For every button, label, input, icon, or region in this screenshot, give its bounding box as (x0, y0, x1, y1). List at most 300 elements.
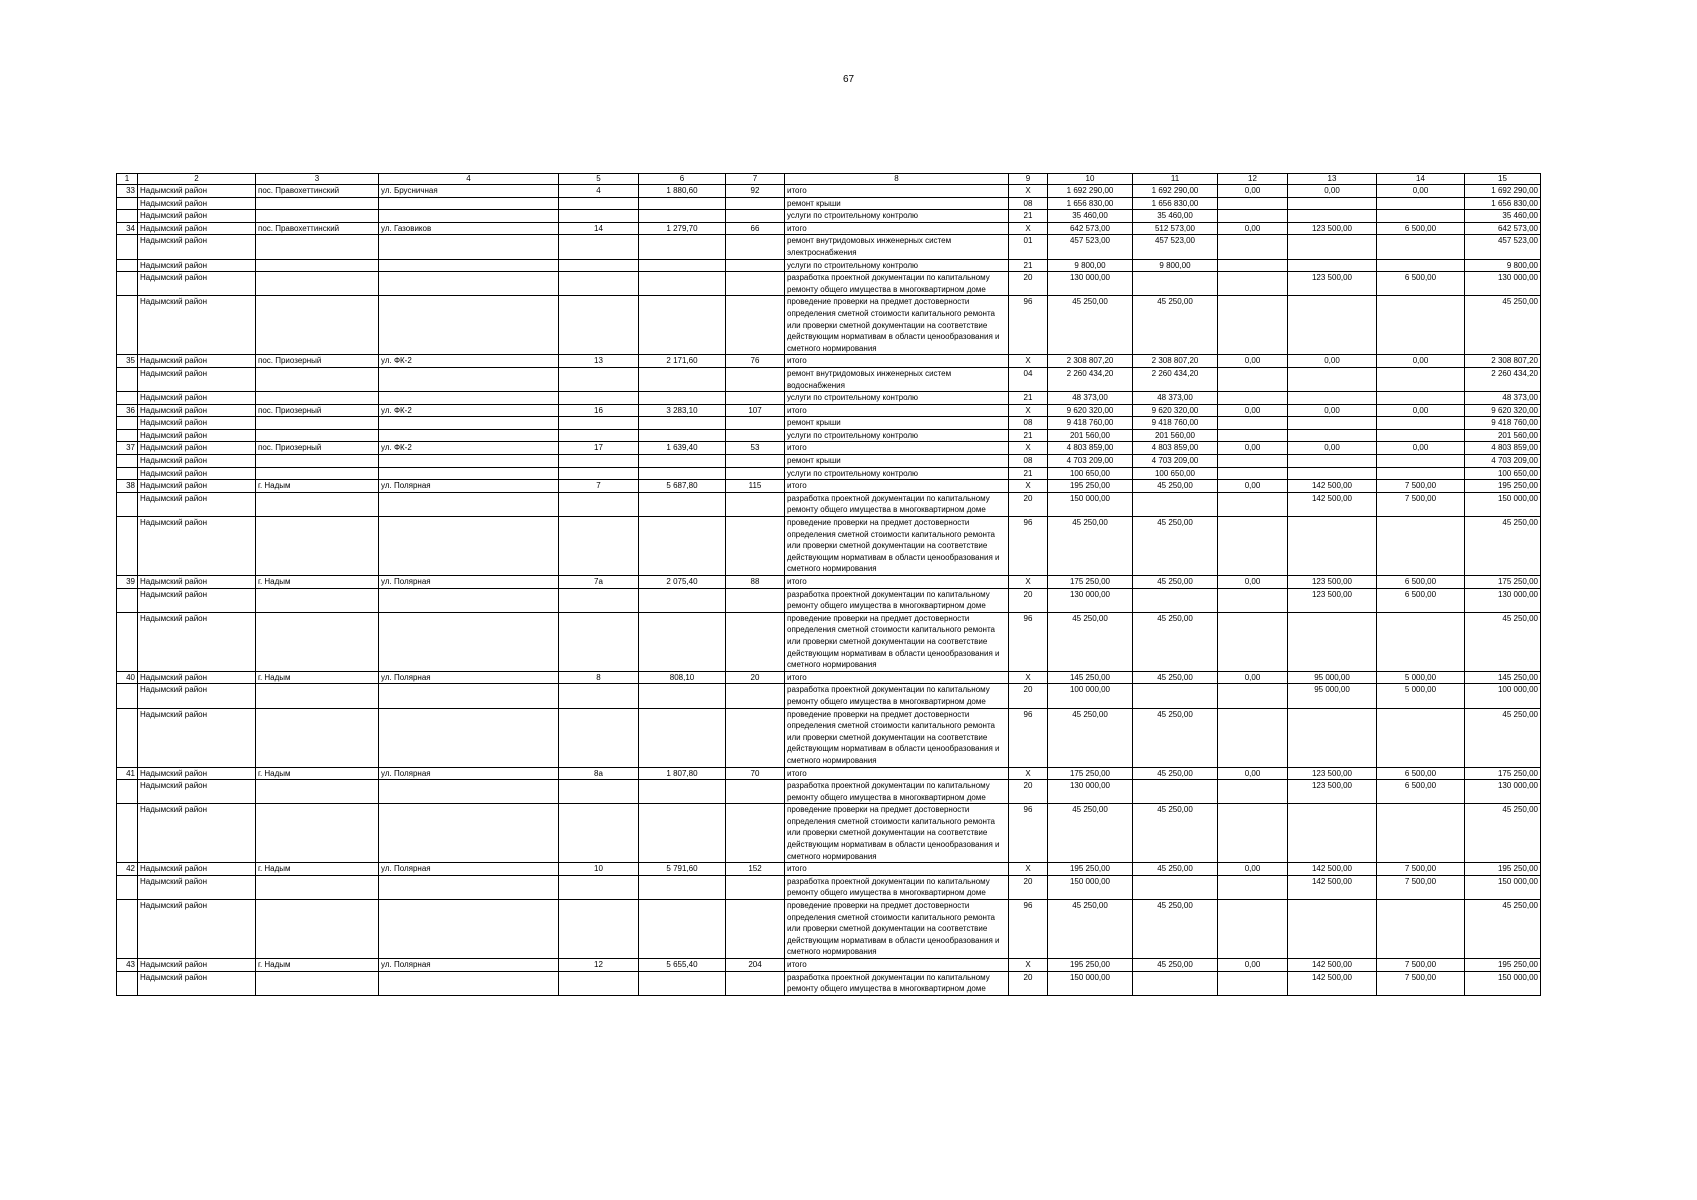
area-cell (639, 417, 726, 430)
settlement-cell (256, 612, 379, 671)
total-sum-cell: 4 703 209,00 (1465, 455, 1541, 468)
row-number-cell (117, 900, 138, 959)
column-header: 2 (138, 174, 256, 185)
settlement-cell: г. Надым (256, 576, 379, 589)
fund-cost-cell (1133, 492, 1218, 516)
settlement-cell (256, 296, 379, 355)
house-number-cell (559, 197, 639, 210)
table-row (117, 780, 1541, 804)
table-row (117, 875, 1541, 899)
district-cell: Надымский район (138, 404, 256, 417)
total-sum-cell: 45 250,00 (1465, 296, 1541, 355)
municipal-cost-cell: 142 500,00 (1288, 875, 1377, 899)
residents-cell (726, 197, 785, 210)
total-cost-cell: 100 650,00 (1048, 467, 1133, 480)
budget-cost-cell (1218, 804, 1288, 863)
owners-cost-cell: 7 500,00 (1377, 492, 1465, 516)
settlement-cell (256, 455, 379, 468)
area-cell (639, 708, 726, 767)
work-type-cell: итого (785, 576, 1009, 589)
area-cell: 1 880,60 (639, 185, 726, 198)
budget-cost-cell (1218, 708, 1288, 767)
table-row (117, 367, 1541, 391)
fund-cost-cell: 457 523,00 (1133, 235, 1218, 259)
municipal-cost-cell: 142 500,00 (1288, 480, 1377, 493)
work-code-cell: 20 (1009, 492, 1048, 516)
total-cost-cell: 175 250,00 (1048, 767, 1133, 780)
area-cell (639, 296, 726, 355)
table-row (117, 480, 1541, 493)
work-type-cell: услуги по строительному контролю (785, 467, 1009, 480)
district-cell: Надымский район (138, 392, 256, 405)
work-code-cell: 08 (1009, 417, 1048, 430)
work-code-cell: X (1009, 222, 1048, 235)
house-number-cell: 14 (559, 222, 639, 235)
municipal-cost-cell (1288, 417, 1377, 430)
owners-cost-cell (1377, 296, 1465, 355)
area-cell: 1 807,80 (639, 767, 726, 780)
work-type-cell: итого (785, 442, 1009, 455)
total-cost-cell: 45 250,00 (1048, 296, 1133, 355)
row-number-cell (117, 517, 138, 576)
table-row (117, 272, 1541, 296)
municipal-cost-cell: 142 500,00 (1288, 959, 1377, 972)
owners-cost-cell: 5 000,00 (1377, 671, 1465, 684)
fund-cost-cell: 2 260 434,20 (1133, 367, 1218, 391)
fund-cost-cell: 1 692 290,00 (1133, 185, 1218, 198)
residents-cell (726, 392, 785, 405)
district-cell: Надымский район (138, 863, 256, 876)
fund-cost-cell: 45 250,00 (1133, 671, 1218, 684)
budget-cost-cell (1218, 612, 1288, 671)
settlement-cell (256, 235, 379, 259)
budget-cost-cell (1218, 780, 1288, 804)
settlement-cell (256, 272, 379, 296)
column-header: 3 (256, 174, 379, 185)
total-cost-cell: 45 250,00 (1048, 804, 1133, 863)
street-cell (379, 684, 559, 708)
area-cell (639, 588, 726, 612)
work-code-cell: 20 (1009, 684, 1048, 708)
total-sum-cell: 1 692 290,00 (1465, 185, 1541, 198)
house-number-cell (559, 417, 639, 430)
area-cell: 5 791,60 (639, 863, 726, 876)
district-cell: Надымский район (138, 492, 256, 516)
settlement-cell (256, 197, 379, 210)
total-cost-cell: 48 373,00 (1048, 392, 1133, 405)
table-row (117, 235, 1541, 259)
total-cost-cell: 201 560,00 (1048, 429, 1133, 442)
street-cell (379, 875, 559, 899)
total-sum-cell: 130 000,00 (1465, 588, 1541, 612)
owners-cost-cell (1377, 392, 1465, 405)
street-cell: ул. Полярная (379, 767, 559, 780)
row-number-cell (117, 804, 138, 863)
district-cell: Надымский район (138, 612, 256, 671)
street-cell (379, 272, 559, 296)
area-cell: 1 279,70 (639, 222, 726, 235)
street-cell: ул. ФК-2 (379, 355, 559, 368)
house-number-cell (559, 367, 639, 391)
work-type-cell: итого (785, 671, 1009, 684)
work-code-cell: 96 (1009, 708, 1048, 767)
row-number-cell (117, 367, 138, 391)
district-cell: Надымский район (138, 804, 256, 863)
street-cell (379, 392, 559, 405)
work-type-cell: итого (785, 185, 1009, 198)
municipal-cost-cell (1288, 296, 1377, 355)
municipal-cost-cell: 95 000,00 (1288, 684, 1377, 708)
street-cell (379, 517, 559, 576)
owners-cost-cell: 6 500,00 (1377, 780, 1465, 804)
fund-cost-cell (1133, 971, 1218, 995)
work-code-cell: 20 (1009, 875, 1048, 899)
page-number: 67 (842, 74, 855, 85)
district-cell: Надымский район (138, 259, 256, 272)
row-number-cell (117, 492, 138, 516)
street-cell (379, 210, 559, 223)
fund-cost-cell: 45 250,00 (1133, 804, 1218, 863)
row-number-cell (117, 588, 138, 612)
fund-cost-cell: 4 803 859,00 (1133, 442, 1218, 455)
owners-cost-cell: 7 500,00 (1377, 959, 1465, 972)
residents-cell (726, 900, 785, 959)
area-cell (639, 367, 726, 391)
residents-cell (726, 780, 785, 804)
street-cell (379, 259, 559, 272)
house-number-cell (559, 467, 639, 480)
municipal-cost-cell: 123 500,00 (1288, 222, 1377, 235)
fund-cost-cell: 1 656 830,00 (1133, 197, 1218, 210)
table-row (117, 455, 1541, 468)
budget-cost-cell: 0,00 (1218, 185, 1288, 198)
municipal-cost-cell: 142 500,00 (1288, 971, 1377, 995)
work-type-cell: разработка проектной документации по капитальному ремонту общего имущества в многоквартирном доме (785, 780, 1009, 804)
fund-cost-cell: 100 650,00 (1133, 467, 1218, 480)
area-cell (639, 467, 726, 480)
budget-cost-cell (1218, 517, 1288, 576)
fund-cost-cell (1133, 588, 1218, 612)
district-cell: Надымский район (138, 467, 256, 480)
district-cell: Надымский район (138, 959, 256, 972)
fund-cost-cell (1133, 684, 1218, 708)
table-row (117, 417, 1541, 430)
total-cost-cell: 195 250,00 (1048, 959, 1133, 972)
owners-cost-cell (1377, 210, 1465, 223)
fund-cost-cell: 45 250,00 (1133, 767, 1218, 780)
total-sum-cell: 195 250,00 (1465, 480, 1541, 493)
house-number-cell (559, 210, 639, 223)
budget-cost-cell (1218, 429, 1288, 442)
work-type-cell: услуги по строительному контролю (785, 392, 1009, 405)
work-code-cell: 04 (1009, 367, 1048, 391)
table-row (117, 492, 1541, 516)
total-cost-cell: 35 460,00 (1048, 210, 1133, 223)
area-cell (639, 517, 726, 576)
fund-cost-cell: 45 250,00 (1133, 863, 1218, 876)
row-number-cell (117, 708, 138, 767)
owners-cost-cell: 0,00 (1377, 185, 1465, 198)
owners-cost-cell (1377, 259, 1465, 272)
budget-cost-cell (1218, 900, 1288, 959)
row-number-cell: 35 (117, 355, 138, 368)
house-number-cell (559, 259, 639, 272)
column-header: 7 (726, 174, 785, 185)
total-cost-cell: 45 250,00 (1048, 517, 1133, 576)
street-cell: ул. Полярная (379, 576, 559, 589)
area-cell: 2 171,60 (639, 355, 726, 368)
total-cost-cell: 1 656 830,00 (1048, 197, 1133, 210)
municipal-cost-cell: 142 500,00 (1288, 863, 1377, 876)
house-number-cell (559, 272, 639, 296)
residents-cell (726, 272, 785, 296)
residents-cell (726, 367, 785, 391)
total-cost-cell: 195 250,00 (1048, 863, 1133, 876)
work-code-cell: 20 (1009, 588, 1048, 612)
owners-cost-cell: 6 500,00 (1377, 588, 1465, 612)
work-code-cell: 21 (1009, 467, 1048, 480)
settlement-cell: г. Надым (256, 671, 379, 684)
house-number-cell: 8 (559, 671, 639, 684)
residents-cell: 115 (726, 480, 785, 493)
work-code-cell: X (1009, 185, 1048, 198)
row-number-cell (117, 684, 138, 708)
residents-cell: 76 (726, 355, 785, 368)
table-row (117, 222, 1541, 235)
district-cell: Надымский район (138, 588, 256, 612)
fund-cost-cell: 512 573,00 (1133, 222, 1218, 235)
street-cell (379, 588, 559, 612)
municipal-cost-cell: 123 500,00 (1288, 780, 1377, 804)
work-type-cell: ремонт крыши (785, 197, 1009, 210)
house-number-cell: 4 (559, 185, 639, 198)
residents-cell (726, 210, 785, 223)
area-cell (639, 804, 726, 863)
street-cell (379, 780, 559, 804)
total-sum-cell: 150 000,00 (1465, 971, 1541, 995)
fund-cost-cell (1133, 780, 1218, 804)
district-cell: Надымский район (138, 272, 256, 296)
house-number-cell: 13 (559, 355, 639, 368)
house-number-cell (559, 517, 639, 576)
total-sum-cell: 195 250,00 (1465, 959, 1541, 972)
area-cell (639, 455, 726, 468)
settlement-cell (256, 259, 379, 272)
table-row (117, 767, 1541, 780)
table-row (117, 210, 1541, 223)
budget-cost-cell (1218, 296, 1288, 355)
total-sum-cell: 201 560,00 (1465, 429, 1541, 442)
column-header: 14 (1377, 174, 1465, 185)
municipal-cost-cell: 123 500,00 (1288, 767, 1377, 780)
district-cell: Надымский район (138, 671, 256, 684)
municipal-cost-cell (1288, 708, 1377, 767)
work-code-cell: 21 (1009, 392, 1048, 405)
district-cell: Надымский район (138, 780, 256, 804)
residents-cell (726, 708, 785, 767)
table-row (117, 442, 1541, 455)
total-sum-cell: 2 308 807,20 (1465, 355, 1541, 368)
table-row (117, 185, 1541, 198)
work-type-cell: услуги по строительному контролю (785, 429, 1009, 442)
total-cost-cell: 4 803 859,00 (1048, 442, 1133, 455)
area-cell: 808,10 (639, 671, 726, 684)
budget-cost-cell (1218, 235, 1288, 259)
work-code-cell: 08 (1009, 455, 1048, 468)
total-cost-cell: 45 250,00 (1048, 708, 1133, 767)
row-number-cell (117, 259, 138, 272)
budget-cost-cell (1218, 588, 1288, 612)
total-cost-cell: 195 250,00 (1048, 480, 1133, 493)
residents-cell (726, 429, 785, 442)
table-row (117, 429, 1541, 442)
district-cell: Надымский район (138, 235, 256, 259)
budget-cost-cell (1218, 971, 1288, 995)
work-type-cell: разработка проектной документации по капитальному ремонту общего имущества в многоквартирном доме (785, 971, 1009, 995)
work-code-cell: X (1009, 576, 1048, 589)
table-row (117, 517, 1541, 576)
owners-cost-cell: 6 500,00 (1377, 272, 1465, 296)
fund-cost-cell: 45 250,00 (1133, 612, 1218, 671)
budget-cost-cell (1218, 455, 1288, 468)
street-cell (379, 804, 559, 863)
work-code-cell: X (1009, 442, 1048, 455)
district-cell: Надымский район (138, 429, 256, 442)
row-number-cell: 42 (117, 863, 138, 876)
column-header: 9 (1009, 174, 1048, 185)
owners-cost-cell (1377, 429, 1465, 442)
area-cell (639, 971, 726, 995)
residents-cell (726, 492, 785, 516)
table-row (117, 467, 1541, 480)
settlement-cell: пос. Приозерный (256, 404, 379, 417)
column-header: 4 (379, 174, 559, 185)
total-sum-cell: 45 250,00 (1465, 804, 1541, 863)
district-cell: Надымский район (138, 767, 256, 780)
work-type-cell: разработка проектной документации по капитальному ремонту общего имущества в многоквартирном доме (785, 588, 1009, 612)
table-row (117, 684, 1541, 708)
budget-cost-cell: 0,00 (1218, 863, 1288, 876)
owners-cost-cell (1377, 417, 1465, 430)
row-number-cell: 41 (117, 767, 138, 780)
house-number-cell: 16 (559, 404, 639, 417)
table-row (117, 355, 1541, 368)
fund-cost-cell: 201 560,00 (1133, 429, 1218, 442)
table-row (117, 296, 1541, 355)
house-number-cell (559, 684, 639, 708)
fund-cost-cell: 45 250,00 (1133, 517, 1218, 576)
house-number-cell: 12 (559, 959, 639, 972)
area-cell: 5 687,80 (639, 480, 726, 493)
column-header: 12 (1218, 174, 1288, 185)
total-cost-cell: 9 418 760,00 (1048, 417, 1133, 430)
fund-cost-cell: 35 460,00 (1133, 210, 1218, 223)
street-cell: ул. Полярная (379, 863, 559, 876)
owners-cost-cell: 7 500,00 (1377, 875, 1465, 899)
total-cost-cell: 130 000,00 (1048, 272, 1133, 296)
house-number-cell: 8а (559, 767, 639, 780)
total-sum-cell: 45 250,00 (1465, 517, 1541, 576)
house-number-cell (559, 455, 639, 468)
work-code-cell: 96 (1009, 612, 1048, 671)
owners-cost-cell (1377, 455, 1465, 468)
settlement-cell (256, 875, 379, 899)
row-number-cell (117, 971, 138, 995)
house-number-cell: 10 (559, 863, 639, 876)
total-cost-cell: 9 620 320,00 (1048, 404, 1133, 417)
street-cell (379, 971, 559, 995)
municipal-cost-cell (1288, 900, 1377, 959)
work-code-cell: X (1009, 355, 1048, 368)
residents-cell (726, 235, 785, 259)
budget-cost-cell: 0,00 (1218, 959, 1288, 972)
total-sum-cell: 100 000,00 (1465, 684, 1541, 708)
house-number-cell (559, 971, 639, 995)
budget-cost-cell (1218, 259, 1288, 272)
area-cell (639, 492, 726, 516)
house-number-cell (559, 875, 639, 899)
row-number-cell: 40 (117, 671, 138, 684)
work-code-cell: X (1009, 404, 1048, 417)
total-cost-cell: 130 000,00 (1048, 780, 1133, 804)
owners-cost-cell (1377, 367, 1465, 391)
work-code-cell: 20 (1009, 272, 1048, 296)
settlement-cell (256, 684, 379, 708)
work-type-cell: итого (785, 767, 1009, 780)
work-code-cell: 20 (1009, 780, 1048, 804)
work-type-cell: проведение проверки на предмет достоверности определения сметной стоимости капитального ремонта или проверки сметной документации на соответствие действующим нормативам в области ценообразования и сметного нормирования (785, 612, 1009, 671)
settlement-cell (256, 900, 379, 959)
settlement-cell: г. Надым (256, 767, 379, 780)
budget-cost-cell (1218, 392, 1288, 405)
municipal-cost-cell: 0,00 (1288, 355, 1377, 368)
budget-cost-cell: 0,00 (1218, 480, 1288, 493)
budget-cost-cell (1218, 467, 1288, 480)
row-number-cell (117, 875, 138, 899)
budget-cost-cell (1218, 210, 1288, 223)
district-cell: Надымский район (138, 417, 256, 430)
district-cell: Надымский район (138, 197, 256, 210)
total-sum-cell: 9 418 760,00 (1465, 417, 1541, 430)
work-type-cell: разработка проектной документации по капитальному ремонту общего имущества в многоквартирном доме (785, 875, 1009, 899)
total-sum-cell: 9 620 320,00 (1465, 404, 1541, 417)
total-cost-cell: 150 000,00 (1048, 971, 1133, 995)
owners-cost-cell (1377, 197, 1465, 210)
row-number-cell (117, 296, 138, 355)
street-cell: ул. Полярная (379, 959, 559, 972)
total-cost-cell: 100 000,00 (1048, 684, 1133, 708)
house-number-cell (559, 492, 639, 516)
district-cell: Надымский район (138, 517, 256, 576)
fund-cost-cell (1133, 875, 1218, 899)
budget-cost-cell (1218, 417, 1288, 430)
municipal-cost-cell: 123 500,00 (1288, 576, 1377, 589)
house-number-cell (559, 235, 639, 259)
district-cell: Надымский район (138, 455, 256, 468)
total-sum-cell: 130 000,00 (1465, 272, 1541, 296)
district-cell: Надымский район (138, 222, 256, 235)
house-number-cell (559, 429, 639, 442)
settlement-cell (256, 367, 379, 391)
residents-cell: 92 (726, 185, 785, 198)
settlement-cell (256, 429, 379, 442)
street-cell (379, 492, 559, 516)
total-sum-cell: 150 000,00 (1465, 875, 1541, 899)
owners-cost-cell: 0,00 (1377, 404, 1465, 417)
municipal-cost-cell (1288, 392, 1377, 405)
total-sum-cell: 195 250,00 (1465, 863, 1541, 876)
settlement-cell (256, 492, 379, 516)
